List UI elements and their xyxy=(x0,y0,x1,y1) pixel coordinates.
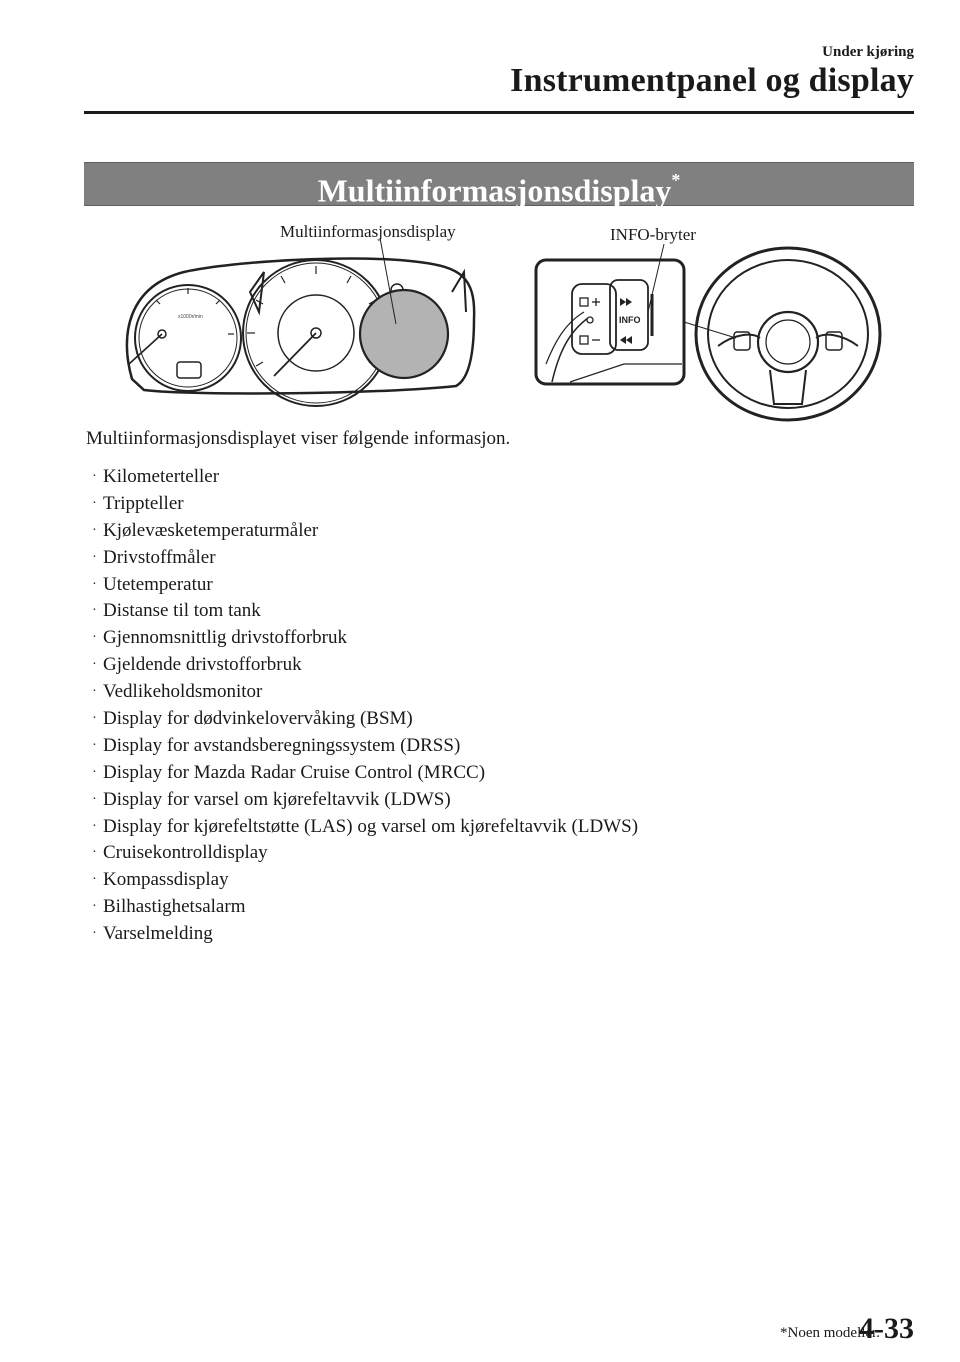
list-item-text: Distanse til tom tank xyxy=(103,600,261,622)
page-number: 4-33 xyxy=(859,1312,914,1345)
list-item-text: Gjeldende drivstofforbruk xyxy=(103,654,302,676)
bullet-dot: · xyxy=(92,522,97,538)
banner-title: Multiinformasjonsdisplay xyxy=(317,172,672,209)
list-item xyxy=(86,464,638,491)
list-item-text: Varselmelding xyxy=(103,923,213,945)
list-item-text: Trippteller xyxy=(103,492,184,514)
bullet-dot: · xyxy=(92,630,97,646)
bullet-dot: · xyxy=(92,845,97,861)
list-item xyxy=(86,733,638,760)
intro-paragraph: Multiinformasjonsdisplayet viser følgende informasjon. xyxy=(86,428,511,449)
header-rule xyxy=(84,111,914,114)
list-item xyxy=(86,572,638,599)
list-item xyxy=(86,921,638,948)
list-item xyxy=(86,840,638,867)
list-item-text: Kjølevæsketemperaturmåler xyxy=(103,519,319,541)
list-item-text: Display for kjørefeltstøtte (LAS) og varsel om kjørefeltavvik (LDWS) xyxy=(103,815,639,837)
list-item-text: Utetemperatur xyxy=(103,573,213,595)
bullet-dot: · xyxy=(92,657,97,673)
list-item xyxy=(86,598,638,625)
bullet-dot: · xyxy=(92,764,97,780)
list-item-text: Display for avstandsberegningssystem (DRSS) xyxy=(103,734,461,756)
info-switch-text: INFO xyxy=(619,315,641,325)
bullet-dot: · xyxy=(92,711,97,727)
display-callout-label: Multiinformasjonsdisplay xyxy=(280,222,456,241)
bullet-dot: · xyxy=(92,926,97,942)
switch-callout-label: INFO-bryter xyxy=(610,225,696,244)
bullet-dot: · xyxy=(92,872,97,888)
banner-asterisk: * xyxy=(671,170,681,190)
list-item-text: Display for dødvinkelovervåking (BSM) xyxy=(103,708,413,730)
steering-switch-closeup-icon xyxy=(536,260,684,384)
tach-scale-text: x1000r/min xyxy=(178,314,203,320)
bullet-dot: · xyxy=(92,737,97,753)
list-item-text: Vedlikeholdsmonitor xyxy=(103,681,263,703)
bullet-dot: · xyxy=(92,603,97,619)
footnote: *Noen modeller. xyxy=(780,1325,880,1341)
list-item xyxy=(86,518,638,545)
list-item xyxy=(86,787,638,814)
bullet-dot: · xyxy=(92,495,97,511)
list-item xyxy=(86,545,638,572)
bullet-dot: · xyxy=(92,549,97,565)
list-item xyxy=(86,867,638,894)
switch-callout-line xyxy=(648,244,664,312)
list-item xyxy=(86,491,638,518)
list-item-text: Cruisekontrolldisplay xyxy=(103,842,268,864)
list-item xyxy=(86,652,638,679)
instrument-illustration xyxy=(84,214,924,428)
list-item xyxy=(86,894,638,921)
list-item xyxy=(86,760,638,787)
chapter-title: Instrumentpanel og display xyxy=(510,62,914,99)
section-title: Under kjøring xyxy=(822,44,914,60)
list-item xyxy=(86,814,638,841)
information-list xyxy=(86,464,638,948)
list-item xyxy=(86,625,638,652)
section-banner xyxy=(84,162,914,209)
bullet-dot: · xyxy=(92,791,97,807)
multi-information-display xyxy=(360,290,448,378)
list-item xyxy=(86,706,638,733)
list-item-text: Gjennomsnittlig drivstofforbruk xyxy=(103,627,347,649)
bullet-dot: · xyxy=(92,469,97,484)
illustration-svg xyxy=(84,214,924,428)
list-item-text: Bilhastighetsalarm xyxy=(103,896,246,918)
switch-leader-line xyxy=(684,322,736,338)
list-item-text: Drivstoffmåler xyxy=(103,546,216,568)
list-item-text: Display for Mazda Radar Cruise Control (MRCC) xyxy=(103,761,486,783)
list-item-text: Display for varsel om kjørefeltavvik (LDWS) xyxy=(103,788,451,810)
list-item-text: Kompassdisplay xyxy=(103,869,229,891)
bullet-dot: · xyxy=(92,818,97,834)
volume-buttons-icon xyxy=(580,298,600,344)
bullet-dot: · xyxy=(92,576,97,592)
list-item-text: Kilometerteller xyxy=(103,466,220,487)
bullet-dot: · xyxy=(92,684,97,700)
list-item xyxy=(86,679,638,706)
bullet-dot: · xyxy=(92,899,97,915)
